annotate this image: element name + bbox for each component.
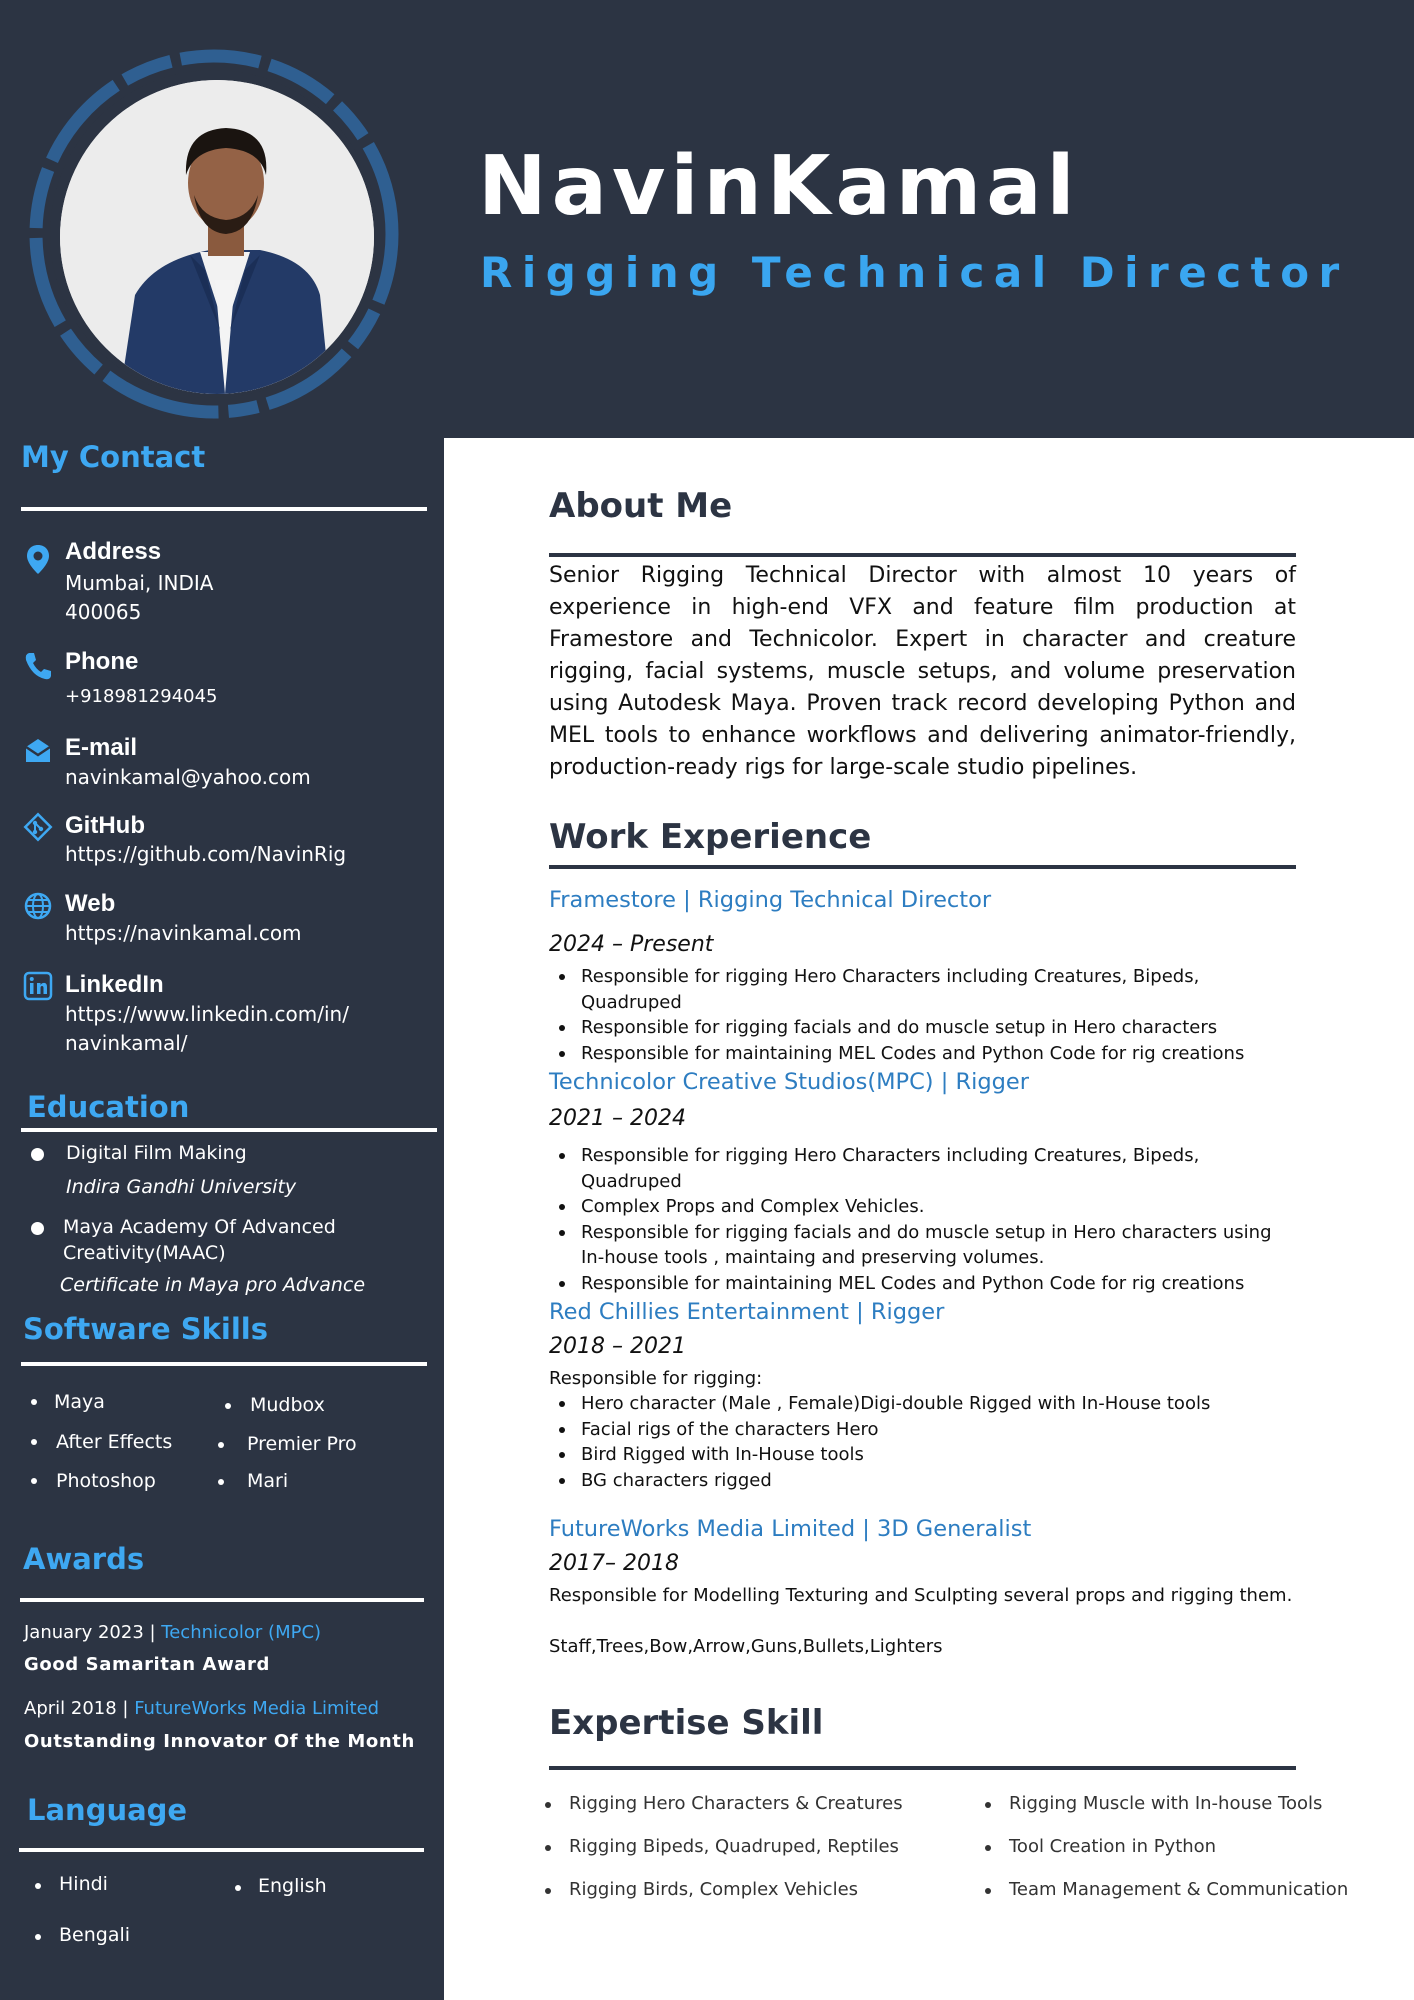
software-skill-item: Premier Pro — [247, 1433, 357, 1455]
expertise-bullet — [545, 1845, 551, 1851]
job-bullet: Responsible for rigging facials and do muscle setup in Hero characters using In-house tools , maintaing and preserving volumes. — [549, 1220, 1296, 1271]
expertise-bullet — [985, 1845, 991, 1851]
software-bullet — [31, 1399, 37, 1405]
job-bullet: Facial rigs of the characters Hero — [549, 1417, 1296, 1443]
software-bullet — [218, 1442, 224, 1448]
job-4-period: 2017– 2018 — [549, 1551, 679, 1576]
expertise-bullet — [545, 1802, 551, 1808]
email-label: E-mail — [65, 734, 138, 761]
education-bullet — [31, 1222, 44, 1235]
contact-divider — [21, 507, 427, 511]
education-bullet — [31, 1148, 44, 1161]
award-2-title: Outstanding Innovator Of the Month — [24, 1731, 415, 1752]
job-bullet: Hero character (Male , Female)Digi-double Rigged with In-House tools — [549, 1391, 1296, 1417]
job-bullet: Bird Rigged with In-House tools — [549, 1442, 1296, 1468]
job-bullet: Responsible for rigging Hero Characters including Creatures, Bipeds, Quadruped — [549, 1143, 1296, 1194]
software-heading: Software Skills — [23, 1312, 268, 1346]
expertise-item: Rigging Bipeds, Quadruped, Reptiles — [569, 1836, 899, 1857]
address-label: Address — [65, 538, 162, 565]
expertise-bullet — [985, 1888, 991, 1894]
software-bullet — [31, 1478, 37, 1484]
award-2-date-org — [24, 1700, 379, 1718]
software-skill-item: Photoshop — [56, 1470, 156, 1492]
expertise-item: Rigging Hero Characters & Creatures — [569, 1793, 903, 1814]
expertise-bullet — [545, 1888, 551, 1894]
expertise-item: Tool Creation in Python — [1009, 1836, 1217, 1857]
job-bullet: BG characters rigged — [549, 1468, 1296, 1494]
language-divider — [19, 1848, 424, 1852]
expertise-item: Rigging Muscle with In-house Tools — [1009, 1793, 1323, 1814]
software-skill-item: Maya — [54, 1391, 105, 1413]
award-1-org: Technicolor (MPC) — [161, 1622, 322, 1643]
profile-photo — [60, 80, 374, 394]
software-skill-item: After Effects — [56, 1431, 173, 1453]
education-2-institution: Certificate in Maya pro Advance — [60, 1274, 366, 1296]
software-bullet — [31, 1439, 37, 1445]
job-3-bullets — [549, 1391, 1296, 1493]
address-line-1: Mumbai, INDIA — [65, 571, 214, 595]
expertise-heading: Expertise Skill — [549, 1703, 824, 1743]
candidate-name: NavinKamal — [478, 139, 1080, 234]
awards-heading: Awards — [23, 1542, 145, 1576]
expertise-item: Team Management & Communication — [1009, 1879, 1349, 1900]
software-skill-item: Mudbox — [250, 1394, 325, 1416]
expertise-item: Rigging Birds, Complex Vehicles — [569, 1879, 859, 1900]
phone-label: Phone — [65, 648, 139, 675]
language-item: Bengali — [59, 1924, 131, 1946]
education-2-degree-line-2: Creativity(MAAC) — [63, 1242, 226, 1264]
language-bullet — [35, 1934, 41, 1940]
job-bullet: Responsible for rigging facials and do muscle setup in Hero characters — [549, 1015, 1296, 1041]
education-heading: Education — [27, 1090, 190, 1124]
linkedin-label: LinkedIn — [65, 971, 164, 998]
github-link[interactable]: https://github.com/NavinRig — [65, 842, 347, 866]
job-bullet: Responsible for rigging Hero Characters including Creatures, Bipeds, Quadruped — [549, 964, 1296, 1015]
job-4-title: FutureWorks Media Limited | 3D Generalist — [549, 1516, 1032, 1542]
contact-heading: My Contact — [21, 440, 206, 474]
job-4-description: Responsible for Modelling Texturing and Sculpting several props and rigging them. — [549, 1585, 1293, 1606]
envelope-open-icon — [22, 734, 54, 766]
award-1-date: January 2023 | — [24, 1622, 162, 1643]
linkedin-link-line-1[interactable]: https://www.linkedin.com/in/ — [65, 1002, 349, 1026]
linkedin-link-line-2[interactable]: navinkamal/ — [65, 1031, 188, 1055]
about-heading: About Me — [549, 486, 733, 526]
phone-icon — [22, 650, 54, 682]
person-avatar-icon — [60, 80, 374, 394]
award-1-date-org — [24, 1624, 321, 1642]
job-4-items: Staff,Trees,Bow,Arrow,Guns,Bullets,Lighters — [549, 1636, 943, 1657]
globe-icon — [22, 890, 54, 922]
job-2-period: 2021 – 2024 — [549, 1106, 686, 1131]
expertise-bullet — [985, 1802, 991, 1808]
about-divider — [549, 553, 1296, 557]
award-1-title: Good Samaritan Award — [24, 1654, 271, 1675]
language-bullet — [35, 1883, 41, 1889]
job-3-period: 2018 – 2021 — [549, 1334, 686, 1359]
education-divider — [21, 1128, 437, 1132]
software-skill-item: Mari — [247, 1470, 289, 1492]
job-3-intro: Responsible for rigging: — [549, 1368, 763, 1389]
job-bullet: Complex Props and Complex Vehicles. — [549, 1194, 1296, 1220]
expertise-divider — [549, 1766, 1296, 1770]
software-bullet — [218, 1479, 224, 1485]
language-item: English — [258, 1875, 327, 1897]
work-heading: Work Experience — [549, 817, 872, 857]
software-divider — [21, 1362, 427, 1366]
job-3-title: Red Chillies Entertainment | Rigger — [549, 1299, 945, 1325]
language-item: Hindi — [59, 1873, 108, 1895]
email-value[interactable]: navinkamal@yahoo.com — [65, 765, 311, 789]
education-1-institution: Indira Gandhi University — [66, 1176, 297, 1198]
job-bullet: Responsible for maintaining MEL Codes and Python Code for rig creations — [549, 1041, 1296, 1067]
education-1-degree: Digital Film Making — [66, 1142, 247, 1164]
github-label: GitHub — [65, 812, 145, 839]
job-2-title: Technicolor Creative Studios(MPC) | Rigger — [549, 1069, 1030, 1095]
job-1-title: Framestore | Rigging Technical Director — [549, 887, 992, 913]
awards-divider — [20, 1598, 424, 1602]
award-2-org: FutureWorks Media Limited — [134, 1698, 380, 1719]
language-bullet — [235, 1885, 241, 1891]
git-icon — [22, 811, 54, 843]
map-pin-icon — [22, 543, 54, 575]
phone-value[interactable]: +918981294045 — [65, 686, 218, 707]
candidate-title: Rigging Technical Director — [480, 248, 1349, 297]
linkedin-icon — [22, 970, 54, 1002]
address-line-2: 400065 — [65, 600, 142, 624]
work-divider — [549, 865, 1296, 869]
software-bullet — [225, 1403, 231, 1409]
job-bullet: Responsible for maintaining MEL Codes and Python Code for rig creations — [549, 1271, 1296, 1297]
web-link[interactable]: https://navinkamal.com — [65, 921, 302, 945]
language-heading: Language — [27, 1793, 188, 1827]
web-label: Web — [65, 890, 116, 917]
award-2-date: April 2018 | — [24, 1698, 135, 1719]
about-text: Senior Rigging Technical Director with almost 10 years of experience in high-end VFX and feature film production at Framestore and Technicolor. Expert in character and creature rigging, facial systems, muscle setups, and volume preservation using Autodesk Maya. Proven track record developing Python and MEL tools to enhance workflows and delivering animator-friendly, production-ready rigs for large-scale studio pipelines. — [549, 563, 1296, 780]
education-2-degree-line-1: Maya Academy Of Advanced — [63, 1216, 336, 1238]
job-2-bullets — [549, 1143, 1296, 1296]
job-1-period: 2024 – Present — [549, 932, 714, 957]
job-1-bullets — [549, 964, 1296, 1066]
